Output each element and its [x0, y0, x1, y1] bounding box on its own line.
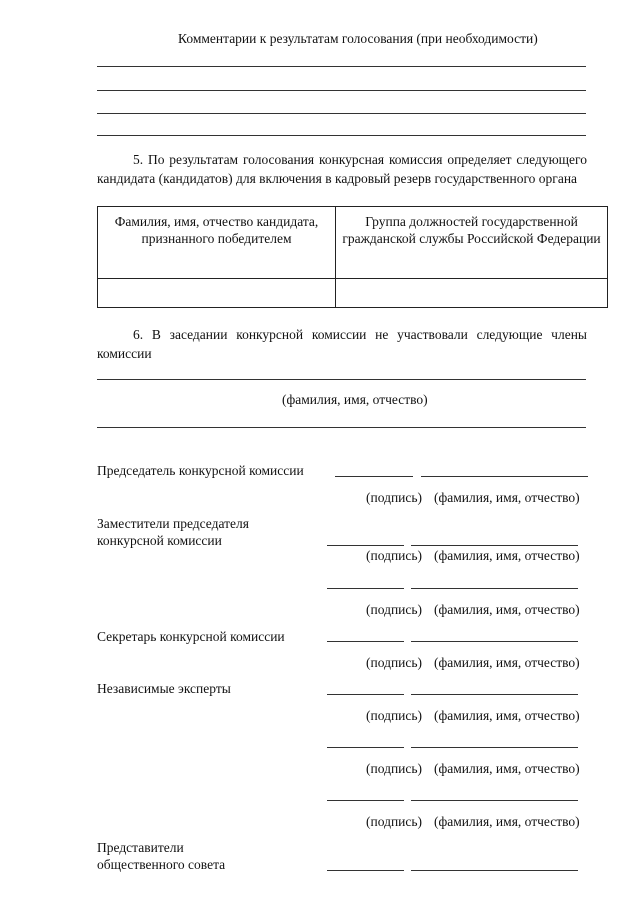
candidates-table: [97, 206, 608, 308]
deputy-1-name-caption: (фамилия, имя, отчество): [434, 548, 580, 563]
deputies-label-line-2: конкурсной комиссии: [97, 533, 222, 548]
section-5-paragraph: [97, 150, 587, 188]
deputy-1-signature-caption: (подпись): [366, 548, 423, 563]
expert-1-signature-caption: (подпись): [366, 708, 423, 723]
expert-1-signature-line[interactable]: [327, 694, 404, 695]
chairman-label: Председатель конкурсной комиссии: [97, 463, 304, 478]
section-6-paragraph: [97, 325, 587, 363]
expert-1-name-caption: (фамилия, имя, отчество): [434, 708, 580, 723]
candidate-name-cell[interactable]: [98, 279, 336, 308]
expert-2-name-caption: (фамилия, имя, отчество): [434, 761, 580, 776]
secretary-label: Секретарь конкурсной комиссии: [97, 629, 285, 644]
section-6-line-1: 6. В заседании конкурсной комиссии не участвовали следующие члены: [133, 327, 587, 342]
secretary-signature-line[interactable]: [327, 641, 404, 642]
position-group-header: Группа должностей государственной гражданской службы Российской Федерации: [336, 207, 608, 279]
absent-members-line-2[interactable]: [97, 427, 586, 428]
expert-1-name-line[interactable]: [411, 694, 578, 695]
chairman-signature-caption: (подпись): [366, 490, 423, 505]
experts-label: Независимые эксперты: [97, 681, 231, 696]
public-council-label-line-2: общественного совета: [97, 857, 226, 872]
public-council-signature-line[interactable]: [327, 870, 404, 871]
deputy-2-name-caption: (фамилия, имя, отчество): [434, 602, 580, 617]
position-group-cell[interactable]: [336, 279, 608, 308]
deputy-2-name-line[interactable]: [411, 588, 578, 589]
public-council-name-line[interactable]: [411, 870, 578, 871]
public-council-label-line-1: Представители: [97, 840, 184, 855]
secretary-signature-caption: (подпись): [366, 655, 423, 670]
deputies-label-line-1: Заместители председателя: [97, 516, 249, 531]
comment-line-3[interactable]: [97, 113, 586, 114]
secretary-name-line[interactable]: [411, 641, 578, 642]
expert-3-signature-caption: (подпись): [366, 814, 423, 829]
section-5-line-1: 5. По результатам голосования конкурсная комиссия определяет следующего: [133, 152, 587, 167]
comment-line-2[interactable]: [97, 90, 586, 91]
comment-line-4[interactable]: [97, 135, 586, 136]
deputy-2-signature-caption: (подпись): [366, 602, 423, 617]
comment-line-1[interactable]: [97, 66, 586, 67]
chairman-name-caption: (фамилия, имя, отчество): [434, 490, 580, 505]
absent-members-line[interactable]: [97, 379, 586, 380]
comments-heading: Комментарии к результатам голосования (при необходимости): [178, 31, 538, 46]
expert-3-signature-line[interactable]: [327, 800, 404, 801]
expert-2-signature-line[interactable]: [327, 747, 404, 748]
deputy-1-name-line[interactable]: [411, 545, 578, 546]
deputy-1-signature-line[interactable]: [327, 545, 404, 546]
chairman-signature-line[interactable]: [335, 476, 413, 477]
deputy-2-signature-line[interactable]: [327, 588, 404, 589]
expert-2-name-line[interactable]: [411, 747, 578, 748]
candidate-name-header: Фамилия, имя, отчество кандидата, признанного победителем: [98, 207, 336, 279]
secretary-name-caption: (фамилия, имя, отчество): [434, 655, 580, 670]
absent-members-caption: (фамилия, имя, отчество): [282, 392, 428, 407]
expert-3-name-line[interactable]: [411, 800, 578, 801]
section-5-line-2: кандидата (кандидатов) для включения в кадровый резерв государственного органа: [97, 171, 578, 186]
chairman-name-line[interactable]: [421, 476, 588, 477]
section-6-line-2: комиссии: [97, 346, 152, 361]
expert-2-signature-caption: (подпись): [366, 761, 423, 776]
expert-3-name-caption: (фамилия, имя, отчество): [434, 814, 580, 829]
